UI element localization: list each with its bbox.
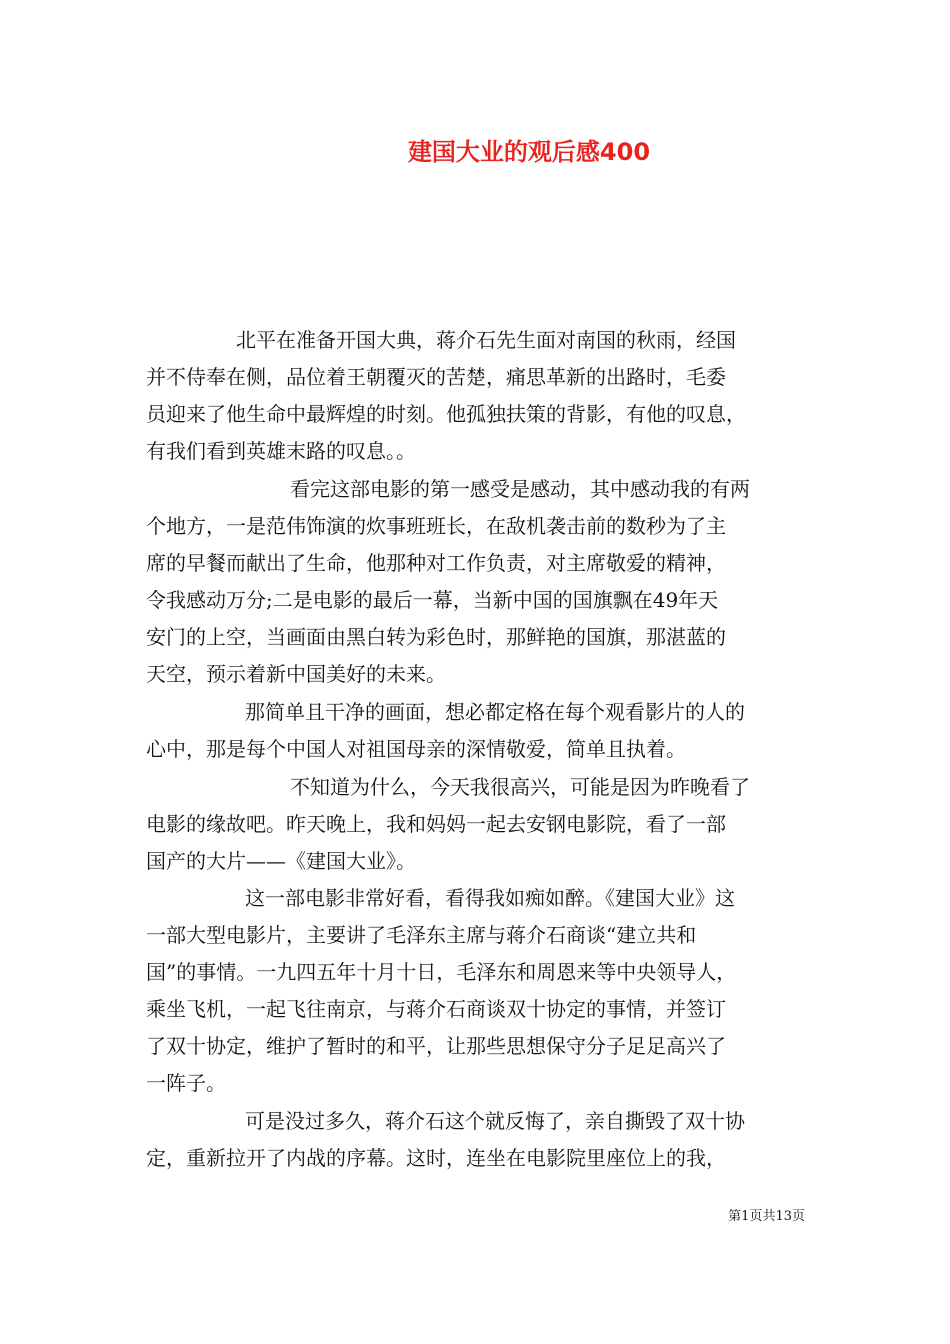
text-line: 乘坐飞机，一起飞往南京，与蒋介石商谈双十协定的事情，并签订 bbox=[146, 997, 726, 1021]
text-line: 北平在准备开国大典，蒋介石先生面对南国的秋雨，经国 bbox=[236, 328, 736, 352]
text-line: 定，重新拉开了内战的序幕。这时，连坐在电影院里座位上的我， bbox=[146, 1146, 726, 1170]
text-line: 席的早餐而献出了生命，他那种对工作负责，对主席敬爱的精神， bbox=[146, 551, 726, 575]
text-line: 国”的事情。一九四五年十月十日，毛泽东和周恩来等中央领导人， bbox=[146, 960, 737, 984]
text-line: 安门的上空，当画面由黑白转为彩色时，那鲜艳的国旗，那湛蓝的 bbox=[146, 625, 726, 649]
text-line: 员迎来了他生命中最辉煌的时刻。他孤独扶策的背影，有他的叹息， bbox=[146, 402, 746, 426]
text-line: 这一部电影非常好看，看得我如痴如醉。《建国大业》这 bbox=[245, 886, 735, 910]
text-line: 天空，预示着新中国美好的未来。 bbox=[146, 662, 446, 686]
text-line: 国产的大片——《建国大业》。 bbox=[146, 849, 416, 873]
text-line: 一部大型电影片，主要讲了毛泽东主席与蒋介石商谈“建立共和 bbox=[146, 923, 697, 947]
text-line: 了双十协定，维护了暂时的和平，让那些思想保守分子足足高兴了 bbox=[146, 1034, 726, 1058]
text-line: 令我感动万分;二是电影的最后一幕，当新中国的国旗飘在49年天 bbox=[146, 588, 719, 612]
text-line: 个地方，一是范伟饰演的炊事班班长，在敌机袭击前的数秒为了主 bbox=[146, 514, 726, 538]
text-line: 有我们看到英雄末路的叹息。。 bbox=[146, 439, 416, 463]
text-line: 可是没过多久，蒋介石这个就反悔了，亲自撕毁了双十协 bbox=[245, 1109, 745, 1133]
document-title: 建国大业的观后感400 bbox=[407, 138, 651, 166]
text-line: 心中，那是每个中国人对祖国母亲的深情敬爱，简单且执着。 bbox=[146, 737, 686, 761]
text-line: 看完这部电影的第一感受是感动，其中感动我的有两 bbox=[290, 477, 750, 501]
text-line: 那简单且干净的画面，想必都定格在每个观看影片的人的 bbox=[245, 700, 745, 724]
text-line: 电影的缘故吧。昨天晚上，我和妈妈一起去安钢电影院，看了一部 bbox=[146, 812, 726, 836]
text-line: 一阵子。 bbox=[146, 1071, 226, 1095]
text-line: 不知道为什么，今天我很高兴，可能是因为昨晚看了 bbox=[290, 775, 750, 799]
page-number: 第1页共13页 bbox=[728, 1209, 805, 1224]
text-line: 并不侍奉在侧，品位着王朝覆灭的苦楚，痛思革新的出路时，毛委 bbox=[146, 365, 726, 389]
